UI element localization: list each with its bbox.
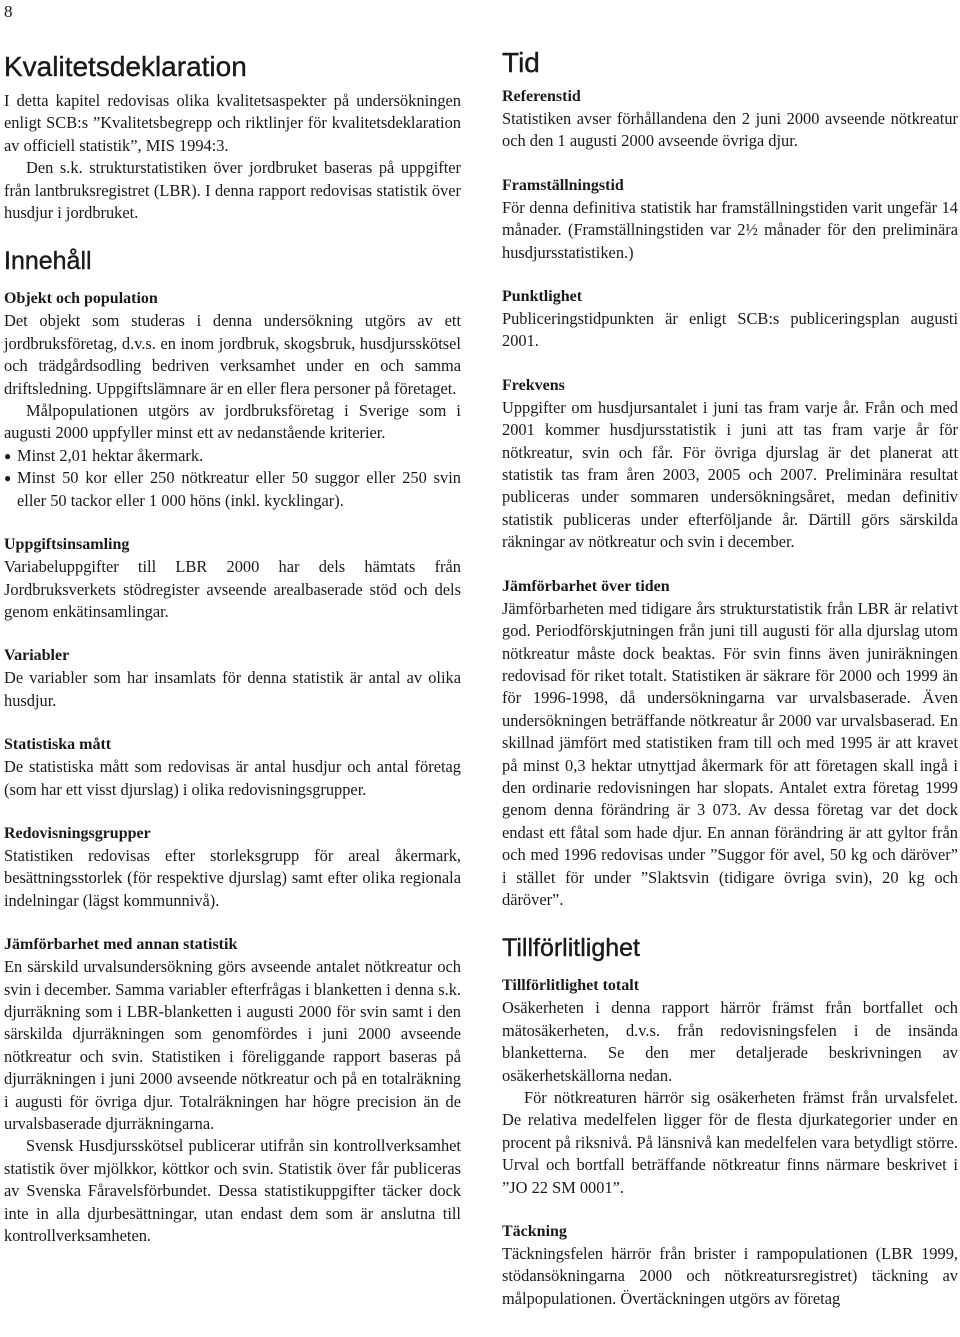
heading-frekvens: Frekvens bbox=[502, 376, 565, 394]
heading-jamforbarhet-annan-statistik: Jämförbarhet med annan statistik bbox=[4, 936, 238, 954]
heading-jamforbarhet-over-tiden: Jämförbarhet över tiden bbox=[502, 577, 670, 595]
paragraph-jamforbarhet-annan-1: En särskild urvalsundersökning görs avseende antalet nötkreatur och svin i december. Samma variabler efterfrågas i blanketten i denna s.k. djurräkning som i LBR-blanketten i augusti 2000 för svin samt i den särskilda djurräkningen som genomfördes i juni 2000 avseende nötkreatur och svin. Statistiken i föreliggande rapport baseras på djurräkningen i juni 2000 avseende nötkreatur och på en totalräkning i augusti för övriga djur. Totalräkningen har högre precision än de urvalsbaserade djurräkningarna. bbox=[4, 957, 461, 1133]
list-item: ● Minst 50 kor eller 250 nötkreatur eller 50 suggor eller 250 svin eller 50 tackor eller 1 000 höns (inkl. kycklingar). bbox=[4, 468, 461, 510]
criteria-list bbox=[4, 445, 461, 512]
paragraph-jamforbarhet-annan-2: Svensk Husdjursskötsel publicerar utifrån sin kontrollverksamhet statistik över mjölkkor, köttkor och svin. Statistik över får publiceras av Svenska Fåravelsförbundet. Dessa statistikuppgifter täcker dock inte in alla djurbesättningar, utan endast dem som är anslutna till kontrollverksamheten. bbox=[4, 1136, 461, 1246]
title-tid: Tid bbox=[502, 47, 540, 78]
section-referenstid bbox=[502, 86, 958, 153]
paragraph-uppgiftsinsamling: Variabeluppgifter till LBR 2000 har dels hämtats från Jordbruksverkets stödregister avseende arealbaserade stöd och dels genom enkätinsamlingar. bbox=[4, 557, 461, 621]
section-framstallningstid bbox=[502, 175, 958, 264]
paragraph-framstallningstid: För denna definitiva statistik har framställningstiden varit ungefär 14 månader. (Framställningstiden var 2½ månader för den preliminära husdjursstatistiken.) bbox=[502, 197, 958, 262]
bullet-icon: ● bbox=[4, 448, 12, 463]
section-uppgiftsinsamling bbox=[4, 534, 461, 623]
list-item: ● Minst 2,01 hektar åkermark. bbox=[4, 445, 461, 467]
paragraph-tackning: Täckningsfelen härrör från brister i rampopulationen (LBR 1999, stödansökningarna 2000 och nötkreatursregistret) täckning av målpopulationen. Övertäckningen utgörs av företag bbox=[502, 1244, 958, 1308]
section-redovisningsgrupper bbox=[4, 823, 461, 912]
section-variabler bbox=[4, 645, 461, 712]
section-title-innehall: Innehåll bbox=[4, 247, 92, 276]
heading-redovisningsgrupper: Redovisningsgrupper bbox=[4, 824, 151, 842]
section-jamforbarhet-annan-statistik bbox=[4, 934, 461, 1247]
section-frekvens bbox=[502, 375, 958, 554]
left-column bbox=[4, 48, 461, 1247]
section-tillforlitlighet-totalt bbox=[502, 975, 958, 1199]
section-statistiska-matt bbox=[4, 734, 461, 801]
paragraph-redovisningsgrupper: Statistiken redovisas efter storleksgrupp för areal åkermark, besättningsstorlek (för respektive djurslag) samt efter olika regionala indelningar (lägst kommunnivå). bbox=[4, 845, 461, 910]
section-objekt-och-population bbox=[4, 288, 461, 512]
paragraph-variabler: De variabler som har insamlats för denna statistik är antal av olika husdjur. bbox=[4, 668, 461, 710]
paragraph-statistiska-matt: De statistiska mått som redovisas är antal husdjur och antal företag (som har ett visst djurslag) i olika redovisningsgrupper. bbox=[4, 757, 461, 799]
heading-variabler: Variabler bbox=[4, 647, 70, 665]
intro-paragraph-1: I detta kapitel redovisas olika kvalitetsaspekter på undersökningen enligt SCB:s ”Kvalitetsbegrepp och riktlinjer för kvalitetsdeklaration av officiell statistik”, MIS 1994:3. bbox=[4, 91, 461, 155]
paragraph-jamforbarhet-over-tiden: Jämförbarheten med tidigare års strukturstatistik från LBR är relativt god. Periodförskjutningen från juni till augusti för alla djurslag utom nötkreatur måste dock beaktas. För svin finns även juniräkningen redovisad för riket totalt. Statistiken är säkrare för 2000 och 1999 än för 1996-1998, då undersökningarna var urvalsbaserade. Även undersökningen beträffande nötkreatur år 2000 var urvalsbaserad. En skillnad jämfört med statistiken fram till och med 1995 är att kravet på minst 0,3 hektar utnyttjad åkermark för att företagen skall ingå i den ordinarie redovisningen har slopats. Antalet extra företag 1999 genom denna förändring är 3 073. Av dessa företag var det dock endast ett fåtal som hade djur. En annan förändring är att gyltor från och med 1996 redovisas under ”Suggor för avel, 50 kg och däröver” i stället för under ”Slaktsvin (tidigare övriga svin), 20 kg och däröver”. bbox=[502, 598, 958, 909]
paragraph-referenstid: Statistiken avser förhållandena den 2 juni 2000 avseende nötkreatur och den 1 augusti 2000 avseende övriga djur. bbox=[502, 109, 958, 151]
heading-tackning: Täckning bbox=[502, 1223, 567, 1241]
paragraph-tillforlitlighet-2: För nötkreaturen härrör sig osäkerheten främst från urvalsfelet. De relativa medelfelen ligger för de flesta djurkategorier under en procent på riksnivå. På länsnivå kan medelfelen vara betydligt större. Urval och bortfall beträffande nötkreatur finns närmare beskrivet i ”JO 22 SM 0001”. bbox=[502, 1088, 958, 1197]
heading-objekt-och-population: Objekt och population bbox=[4, 290, 158, 308]
heading-punktlighet: Punktlighet bbox=[502, 288, 583, 306]
right-column bbox=[502, 48, 958, 1310]
heading-uppgiftsinsamling: Uppgiftsinsamling bbox=[4, 536, 130, 554]
bullet-icon: ● bbox=[4, 471, 12, 486]
paragraph-frekvens: Uppgifter om husdjursantalet i juni tas fram varje år. Från och med 2001 kommer husdjursstatistik i juni att tas fram varje år för nötkreatur, svin och får. För övriga djurslag är det planerat att statistik tas fram åren 2003, 2005 och 2007. Preliminära resultat publiceras under sommaren undersökningsåret, medan definitiv statistik publiceras under efterföljande år. Därtill görs särskilda räkningar av nötkreatur och svin i december. bbox=[502, 397, 958, 552]
heading-tillforlitlighet-totalt: Tillförlitlighet totalt bbox=[502, 977, 640, 995]
heading-referenstid: Referenstid bbox=[502, 88, 581, 105]
paragraph-objekt-1: Det objekt som studeras i denna undersökning utgörs av ett jordbruksföretag, d.v.s. en inom jordbruk, skogsbruk, husdjursskötsel och trädgårdsodling bedriven verksamhet under en och samma driftsledning. Uppgiftslämnare är en eller flera personer på företaget. bbox=[4, 311, 461, 398]
title-kvalitetsdeklaration: Kvalitetsdeklaration bbox=[4, 51, 247, 82]
paragraph-punktlighet: Publiceringstidpunkten är enligt SCB:s publiceringsplan augusti 2001. bbox=[502, 309, 958, 351]
section-tackning bbox=[502, 1221, 958, 1310]
intro-paragraph-2: Den s.k. strukturstatistiken över jordbruket baseras på uppgifter från lantbruksregistret (LBR). I denna rapport redovisas statistik över husdjur i jordbruket. bbox=[4, 158, 461, 223]
section-title-tillforlitlighet: Tillförlitlighet bbox=[502, 934, 641, 963]
paragraph-tillforlitlighet-1: Osäkerheten i denna rapport härrör främst från bortfallet och mätosäkerheten, d.v.s. från redovisningsfelen i de insända blanketterna. Se den mer detaljerade beskrivningen av osäkerhetskällorna nedan. bbox=[502, 998, 958, 1085]
paragraph-objekt-2: Målpopulationen utgörs av jordbruksföretag i Sverige som i augusti 2000 uppfyller minst ett av nedanstående kriterier. bbox=[4, 401, 461, 443]
page-number: 8 bbox=[4, 2, 13, 21]
heading-framstallningstid: Framställningstid bbox=[502, 176, 624, 194]
section-jamforbarhet-over-tiden bbox=[502, 576, 958, 912]
section-punktlighet bbox=[502, 286, 958, 353]
heading-statistiska-matt: Statistiska mått bbox=[4, 736, 112, 754]
